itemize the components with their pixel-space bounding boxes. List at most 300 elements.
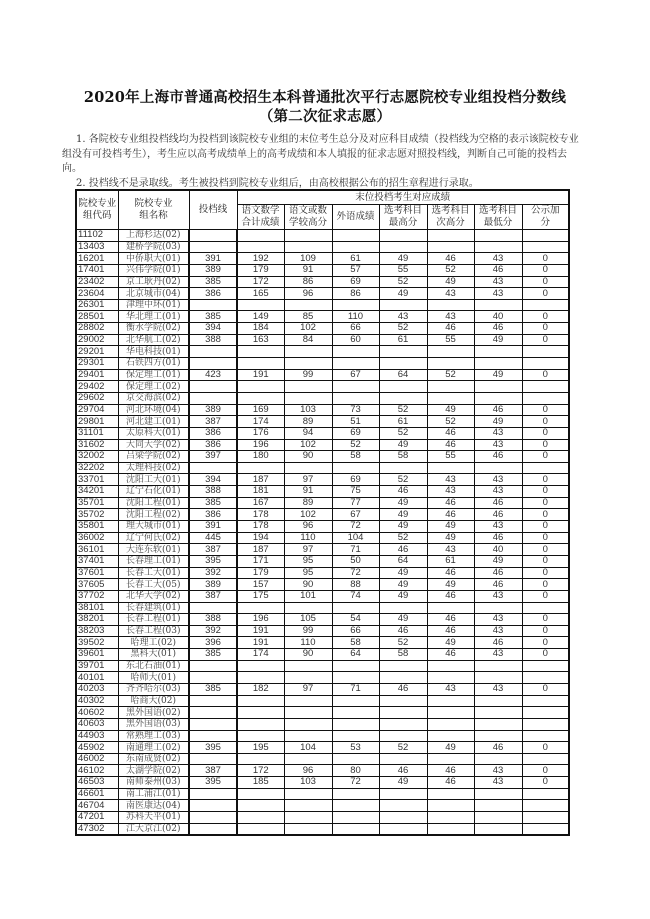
cell-cn-math: [237, 718, 284, 730]
cell-elective-mid: 55: [427, 334, 474, 346]
cell-foreign: 54: [332, 614, 379, 626]
cell-code: 46503: [76, 777, 118, 789]
cell-name: 东北石油(01): [118, 660, 189, 672]
cell-foreign: [332, 695, 379, 707]
cell-cn-or-math-high: 91: [284, 486, 332, 498]
cell-bonus: 0: [522, 311, 569, 323]
cell-elective-high: 43: [379, 311, 427, 323]
table-row: [76, 451, 569, 463]
cell-name: 哈理工(02): [118, 637, 189, 649]
table-row: [76, 788, 569, 800]
cell-elective-high: 52: [379, 637, 427, 649]
cell-code: 44903: [76, 730, 118, 742]
cell-line: 385: [189, 683, 237, 695]
cell-bonus: 0: [522, 264, 569, 276]
cell-elective-mid: [427, 602, 474, 614]
cell-elective-low: [474, 823, 522, 835]
table-row: [76, 264, 569, 276]
cell-elective-high: [379, 800, 427, 812]
cell-elective-low: 43: [474, 276, 522, 288]
table-row: [76, 544, 569, 556]
cell-elective-low: 46: [474, 567, 522, 579]
cell-cn-math: 196: [237, 439, 284, 451]
cell-name: 沈阳工大(01): [118, 474, 189, 486]
cell-cn-or-math-high: [284, 718, 332, 730]
cell-code: 40602: [76, 707, 118, 719]
cell-elective-mid: 52: [427, 416, 474, 428]
cell-elective-mid: [427, 241, 474, 253]
cell-bonus: 0: [522, 521, 569, 533]
cell-cn-math: 178: [237, 509, 284, 521]
cell-elective-mid: 43: [427, 311, 474, 323]
cell-code: 31101: [76, 427, 118, 439]
cell-line: 386: [189, 427, 237, 439]
cell-elective-high: 49: [379, 579, 427, 591]
cell-elective-high: 49: [379, 614, 427, 626]
page-title: [0, 88, 650, 126]
cell-bonus: [522, 358, 569, 370]
cell-code: 37605: [76, 579, 118, 591]
cell-bonus: 0: [522, 777, 569, 789]
cell-elective-low: 46: [474, 532, 522, 544]
cell-cn-or-math-high: 89: [284, 497, 332, 509]
cell-code: 35701: [76, 497, 118, 509]
cell-elective-mid: [427, 718, 474, 730]
cell-bonus: [522, 241, 569, 253]
table-row: [76, 614, 569, 626]
cell-cn-math: [237, 788, 284, 800]
cell-name: 南通理工(02): [118, 742, 189, 754]
cell-line: 395: [189, 742, 237, 754]
cell-elective-high: 46: [379, 486, 427, 498]
table-row: [76, 462, 569, 474]
cell-cn-or-math-high: [284, 672, 332, 684]
cell-foreign: 86: [332, 288, 379, 300]
cell-elective-mid: 43: [427, 683, 474, 695]
table-row: [76, 695, 569, 707]
cell-elective-mid: 49: [427, 404, 474, 416]
cell-cn-or-math-high: 90: [284, 451, 332, 463]
cell-elective-low: 49: [474, 416, 522, 428]
cell-cn-math: 174: [237, 416, 284, 428]
cell-name: 河北建工(01): [118, 416, 189, 428]
cell-foreign: 71: [332, 683, 379, 695]
header-sub: 外语成绩: [332, 205, 379, 230]
cell-line: [189, 823, 237, 835]
cell-foreign: 71: [332, 544, 379, 556]
cell-name: 吕梁学院(02): [118, 451, 189, 463]
cell-elective-mid: 49: [427, 532, 474, 544]
cell-bonus: 0: [522, 451, 569, 463]
cell-elective-high: [379, 672, 427, 684]
table-row: [76, 276, 569, 288]
cell-line: [189, 230, 237, 242]
cell-bonus: [522, 299, 569, 311]
cell-foreign: 69: [332, 427, 379, 439]
cell-cn-math: 195: [237, 742, 284, 754]
cell-foreign: 104: [332, 532, 379, 544]
cell-line: [189, 358, 237, 370]
cell-foreign: [332, 230, 379, 242]
cell-bonus: 0: [522, 544, 569, 556]
cell-elective-low: 46: [474, 497, 522, 509]
cell-elective-high: 49: [379, 288, 427, 300]
cell-cn-math: 191: [237, 625, 284, 637]
cell-cn-or-math-high: 90: [284, 649, 332, 661]
cell-cn-or-math-high: 99: [284, 625, 332, 637]
cell-name: 津理中环(01): [118, 299, 189, 311]
cell-line: 394: [189, 474, 237, 486]
cell-foreign: 50: [332, 555, 379, 567]
cell-code: 26301: [76, 299, 118, 311]
note-1: 1. 各院校专业组投档线均为投档到该院校专业组的末位考生总分及对应科目成绩（投档线为空格的表示该院校专业组没有可投档考生），考生应以高考成绩单上的高考成绩和本人填报的征求志愿对照投档线，判断自己可能的投档去向。: [62, 134, 579, 174]
cell-elective-mid: 61: [427, 555, 474, 567]
cell-bonus: 0: [522, 404, 569, 416]
cell-foreign: 52: [332, 439, 379, 451]
cell-cn-or-math-high: 102: [284, 439, 332, 451]
cell-cn-math: 149: [237, 311, 284, 323]
cell-cn-math: 157: [237, 579, 284, 591]
cell-elective-mid: [427, 800, 474, 812]
cell-cn-math: 184: [237, 323, 284, 335]
cell-elective-low: [474, 346, 522, 358]
cell-code: 31602: [76, 439, 118, 451]
cell-foreign: [332, 788, 379, 800]
cell-line: [189, 462, 237, 474]
cell-line: 388: [189, 486, 237, 498]
cell-line: [189, 718, 237, 730]
cell-cn-or-math-high: 96: [284, 288, 332, 300]
cell-name: 上海杉达(02): [118, 230, 189, 242]
cell-elective-high: 49: [379, 521, 427, 533]
cell-elective-high: [379, 660, 427, 672]
cell-cn-or-math-high: [284, 823, 332, 835]
cell-cn-or-math-high: [284, 299, 332, 311]
cell-elective-low: [474, 730, 522, 742]
cell-elective-mid: [427, 823, 474, 835]
cell-name: 北华大学(02): [118, 590, 189, 602]
cell-name: 大连东软(01): [118, 544, 189, 556]
cell-code: 29201: [76, 346, 118, 358]
cell-cn-or-math-high: 90: [284, 579, 332, 591]
cell-elective-low: 46: [474, 742, 522, 754]
cell-cn-math: 174: [237, 649, 284, 661]
cell-line: [189, 392, 237, 404]
cell-bonus: 0: [522, 625, 569, 637]
cell-foreign: 57: [332, 264, 379, 276]
cell-name: 哈师大(01): [118, 672, 189, 684]
cell-elective-low: 46: [474, 637, 522, 649]
cell-code: 39601: [76, 649, 118, 661]
cell-cn-math: 178: [237, 521, 284, 533]
cell-elective-high: 52: [379, 276, 427, 288]
cell-bonus: 0: [522, 416, 569, 428]
cell-cn-math: [237, 230, 284, 242]
cell-foreign: [332, 392, 379, 404]
cell-cn-math: 187: [237, 544, 284, 556]
cell-cn-or-math-high: 103: [284, 404, 332, 416]
notes: [62, 133, 582, 191]
cell-line: 386: [189, 439, 237, 451]
cell-line: 391: [189, 253, 237, 265]
cell-elective-low: [474, 800, 522, 812]
cell-elective-mid: [427, 672, 474, 684]
cell-line: 397: [189, 451, 237, 463]
cell-line: [189, 695, 237, 707]
table-row: [76, 742, 569, 754]
cell-elective-mid: 46: [427, 765, 474, 777]
cell-cn-or-math-high: [284, 788, 332, 800]
cell-name: 沈阳工程(01): [118, 497, 189, 509]
cell-elective-low: 43: [474, 521, 522, 533]
cell-cn-or-math-high: [284, 812, 332, 824]
cell-cn-math: [237, 299, 284, 311]
cell-elective-high: [379, 346, 427, 358]
cell-bonus: [522, 230, 569, 242]
cell-elective-high: 58: [379, 649, 427, 661]
cell-cn-math: 185: [237, 777, 284, 789]
cell-elective-high: [379, 707, 427, 719]
cell-foreign: 64: [332, 649, 379, 661]
cell-line: [189, 730, 237, 742]
cell-bonus: 0: [522, 649, 569, 661]
cell-elective-high: 58: [379, 451, 427, 463]
cell-foreign: 67: [332, 369, 379, 381]
cell-code: 37702: [76, 590, 118, 602]
cell-elective-mid: [427, 230, 474, 242]
cell-line: 395: [189, 777, 237, 789]
table-row: [76, 311, 569, 323]
cell-cn-or-math-high: [284, 695, 332, 707]
cell-bonus: [522, 707, 569, 719]
cell-name: 北华航工(02): [118, 334, 189, 346]
cell-line: [189, 672, 237, 684]
cell-elective-mid: [427, 730, 474, 742]
cell-name: 长春工程(01): [118, 614, 189, 626]
cell-elective-mid: [427, 462, 474, 474]
cell-elective-low: 43: [474, 765, 522, 777]
table-row: [76, 765, 569, 777]
cell-bonus: [522, 718, 569, 730]
cell-cn-or-math-high: 96: [284, 765, 332, 777]
cell-cn-or-math-high: [284, 660, 332, 672]
cell-code: 47201: [76, 812, 118, 824]
cell-line: [189, 788, 237, 800]
cell-elective-mid: [427, 812, 474, 824]
cell-bonus: [522, 381, 569, 393]
cell-elective-high: 49: [379, 497, 427, 509]
cell-bonus: [522, 695, 569, 707]
cell-bonus: [522, 346, 569, 358]
cell-line: 387: [189, 590, 237, 602]
cell-cn-math: 181: [237, 486, 284, 498]
cell-foreign: [332, 730, 379, 742]
cell-name: 华北理工(01): [118, 311, 189, 323]
cell-cn-or-math-high: 109: [284, 253, 332, 265]
cell-cn-math: [237, 695, 284, 707]
cell-cn-math: 179: [237, 264, 284, 276]
cell-elective-mid: 49: [427, 579, 474, 591]
cell-elective-low: [474, 602, 522, 614]
cell-code: 46601: [76, 788, 118, 800]
table-row: [76, 602, 569, 614]
cell-elective-high: 61: [379, 416, 427, 428]
cell-elective-low: 49: [474, 555, 522, 567]
cell-cn-math: 169: [237, 404, 284, 416]
title-line-1: 2020年上海市普通高校招生本科普通批次平行志愿院校专业组投档分数线: [83, 89, 567, 106]
cell-elective-mid: 46: [427, 253, 474, 265]
cell-line: [189, 707, 237, 719]
cell-foreign: 74: [332, 590, 379, 602]
cell-elective-low: 46: [474, 323, 522, 335]
cell-cn-math: 196: [237, 614, 284, 626]
cell-cn-math: [237, 707, 284, 719]
cell-name: 理大城市(01): [118, 521, 189, 533]
cell-bonus: [522, 788, 569, 800]
cell-code: 11102: [76, 230, 118, 242]
cell-code: 40302: [76, 695, 118, 707]
cell-elective-mid: 52: [427, 369, 474, 381]
cell-foreign: 51: [332, 416, 379, 428]
cell-name: 太湖学院(02): [118, 765, 189, 777]
cell-bonus: 0: [522, 486, 569, 498]
table-row: [76, 579, 569, 591]
cell-cn-or-math-high: [284, 800, 332, 812]
cell-cn-math: [237, 602, 284, 614]
cell-bonus: [522, 753, 569, 765]
table-row: [76, 812, 569, 824]
cell-foreign: 66: [332, 625, 379, 637]
cell-cn-or-math-high: 101: [284, 590, 332, 602]
cell-elective-mid: 46: [427, 439, 474, 451]
cell-elective-low: [474, 392, 522, 404]
cell-name: 建桥学院(03): [118, 241, 189, 253]
table-row: [76, 381, 569, 393]
cell-elective-high: [379, 381, 427, 393]
header-line: 投档线: [189, 190, 237, 230]
cell-elective-low: 43: [474, 614, 522, 626]
cell-elective-high: 49: [379, 777, 427, 789]
cell-elective-high: 46: [379, 625, 427, 637]
cell-bonus: 0: [522, 765, 569, 777]
cell-bonus: 0: [522, 288, 569, 300]
cell-foreign: 66: [332, 323, 379, 335]
cell-code: 17401: [76, 264, 118, 276]
cell-name: 齐齐哈尔(03): [118, 683, 189, 695]
cell-cn-math: 187: [237, 474, 284, 486]
cell-elective-low: [474, 358, 522, 370]
cell-cn-math: 165: [237, 288, 284, 300]
cell-line: 385: [189, 497, 237, 509]
cell-elective-high: [379, 241, 427, 253]
cell-elective-low: 49: [474, 334, 522, 346]
cell-code: 29801: [76, 416, 118, 428]
cell-elective-mid: 46: [427, 777, 474, 789]
cell-elective-low: [474, 718, 522, 730]
header-code: 院校专业组代码: [76, 190, 118, 230]
cell-elective-low: [474, 230, 522, 242]
cell-code: 45902: [76, 742, 118, 754]
cell-bonus: [522, 660, 569, 672]
cell-cn-or-math-high: [284, 346, 332, 358]
cell-code: 47302: [76, 823, 118, 835]
header-sub: 选考科目次高分: [427, 205, 474, 230]
cell-line: 445: [189, 532, 237, 544]
cell-cn-or-math-high: 103: [284, 777, 332, 789]
table-row: [76, 718, 569, 730]
cell-name: 太原科大(01): [118, 427, 189, 439]
cell-elective-high: 52: [379, 532, 427, 544]
cell-cn-or-math-high: 96: [284, 521, 332, 533]
cell-elective-low: 43: [474, 777, 522, 789]
table-row: [76, 439, 569, 451]
cell-code: 29704: [76, 404, 118, 416]
cell-name: 苏科天平(01): [118, 812, 189, 824]
cell-code: 23604: [76, 288, 118, 300]
cell-elective-high: [379, 812, 427, 824]
cell-cn-math: 176: [237, 427, 284, 439]
cell-foreign: 61: [332, 253, 379, 265]
cell-line: 388: [189, 614, 237, 626]
cell-code: 28501: [76, 311, 118, 323]
table-row: [76, 730, 569, 742]
cell-elective-low: 40: [474, 544, 522, 556]
cell-foreign: [332, 602, 379, 614]
cell-foreign: [332, 462, 379, 474]
cell-foreign: 77: [332, 497, 379, 509]
cell-elective-mid: [427, 707, 474, 719]
cell-bonus: 0: [522, 439, 569, 451]
note-2: 2. 投档线不是录取线。考生被投档到院校专业组后，由高校根据公布的招生章程进行录取。: [76, 177, 479, 189]
cell-elective-mid: 46: [427, 427, 474, 439]
cell-elective-mid: 43: [427, 474, 474, 486]
table-row: [76, 800, 569, 812]
cell-line: [189, 800, 237, 812]
cell-name: 辽宁石化(01): [118, 486, 189, 498]
cell-cn-math: 172: [237, 765, 284, 777]
cell-elective-high: [379, 358, 427, 370]
cell-elective-low: 43: [474, 439, 522, 451]
cell-cn-or-math-high: 89: [284, 416, 332, 428]
cell-cn-math: 180: [237, 451, 284, 463]
cell-name: 黑外国语(03): [118, 718, 189, 730]
header-sub: 公示加分: [522, 205, 569, 230]
cell-code: 29301: [76, 358, 118, 370]
cell-bonus: [522, 462, 569, 474]
cell-line: 385: [189, 649, 237, 661]
cell-elective-high: [379, 299, 427, 311]
table-row: [76, 555, 569, 567]
cell-cn-or-math-high: [284, 753, 332, 765]
table-row: [76, 323, 569, 335]
cell-elective-mid: 52: [427, 264, 474, 276]
cell-foreign: 110: [332, 311, 379, 323]
table-row: [76, 625, 569, 637]
cell-foreign: 53: [332, 742, 379, 754]
table-row: [76, 230, 569, 242]
table-row: [76, 253, 569, 265]
cell-cn-math: 163: [237, 334, 284, 346]
cell-elective-low: [474, 241, 522, 253]
cell-cn-or-math-high: 95: [284, 567, 332, 579]
table-row: [76, 288, 569, 300]
cell-line: 392: [189, 567, 237, 579]
cell-elective-mid: 46: [427, 323, 474, 335]
cell-elective-low: 46: [474, 451, 522, 463]
cell-cn-or-math-high: [284, 392, 332, 404]
cell-cn-math: [237, 346, 284, 358]
cell-line: 394: [189, 323, 237, 335]
